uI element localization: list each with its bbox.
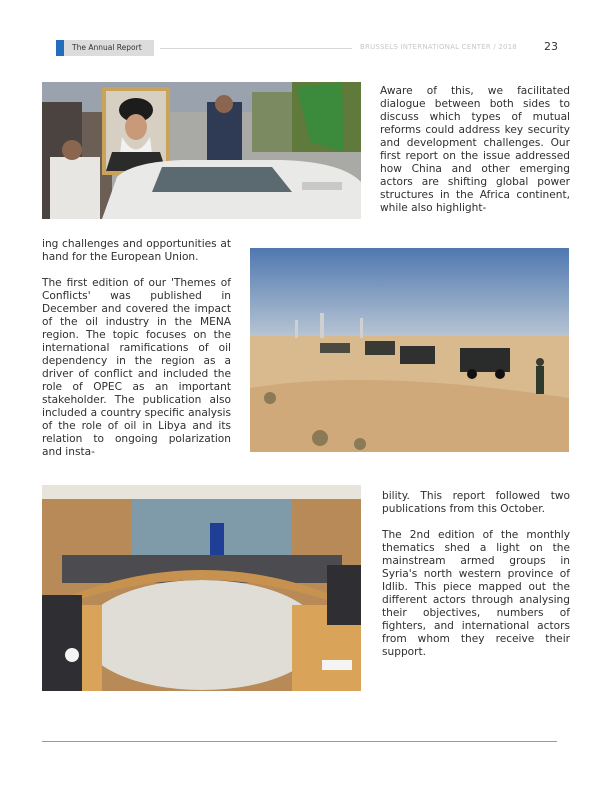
desert-convoy-photo [250, 248, 569, 452]
intro-paragraph-top: Aware of this, we facilitated dialogue between both sides to discuss which types of mutual reforms could address key security and development challenges. Our first report on the issue addressed how China and other emerging actors are shifting global power structures in the Africa continent, while also highlight- [380, 85, 570, 214]
report-label: The Annual Report [56, 40, 154, 56]
protest-photo [42, 82, 361, 219]
page-number: 23 [544, 40, 558, 53]
conference-room-photo [42, 485, 361, 691]
themes-paragraph-cont: bility. This report followed two publications from this October. The 2nd edition of the monthly thematics shed a light on the mainstream armed groups in Syria's north western province of Idlib. This piece mapped out the different actors through analysing their objectives, numbers of fighters, and international actors from whom they receive their support. [382, 490, 570, 658]
organization-label: BRUSSELS INTERNATIONAL CENTER / 2018 [360, 43, 517, 51]
intro-paragraph-cont: ing challenges and opportunities at hand for the European Union. The first edition of our 'Themes of Conflicts' was published in December and covered the impact of the oil industry in the MENA region. The topic focuses on the international ramifications of oil dependency in the region as a driver of conflict and included the role of OPEC as an important stakeholder. The publication also included a country specific analysis of the role of oil in Libya and its relation to ongoing polarization and insta- [42, 238, 231, 458]
idlib-paragraph: The 2nd edition of the monthly thematics shed a light on the mainstream armed groups in Syria's north western province of Idlib. This piece mapped out the different actors through analysing their objectives, numbers of fighters, and international actors from whom they receive their support. [382, 529, 570, 658]
header-rule [160, 48, 352, 49]
footer-rule [42, 741, 557, 742]
